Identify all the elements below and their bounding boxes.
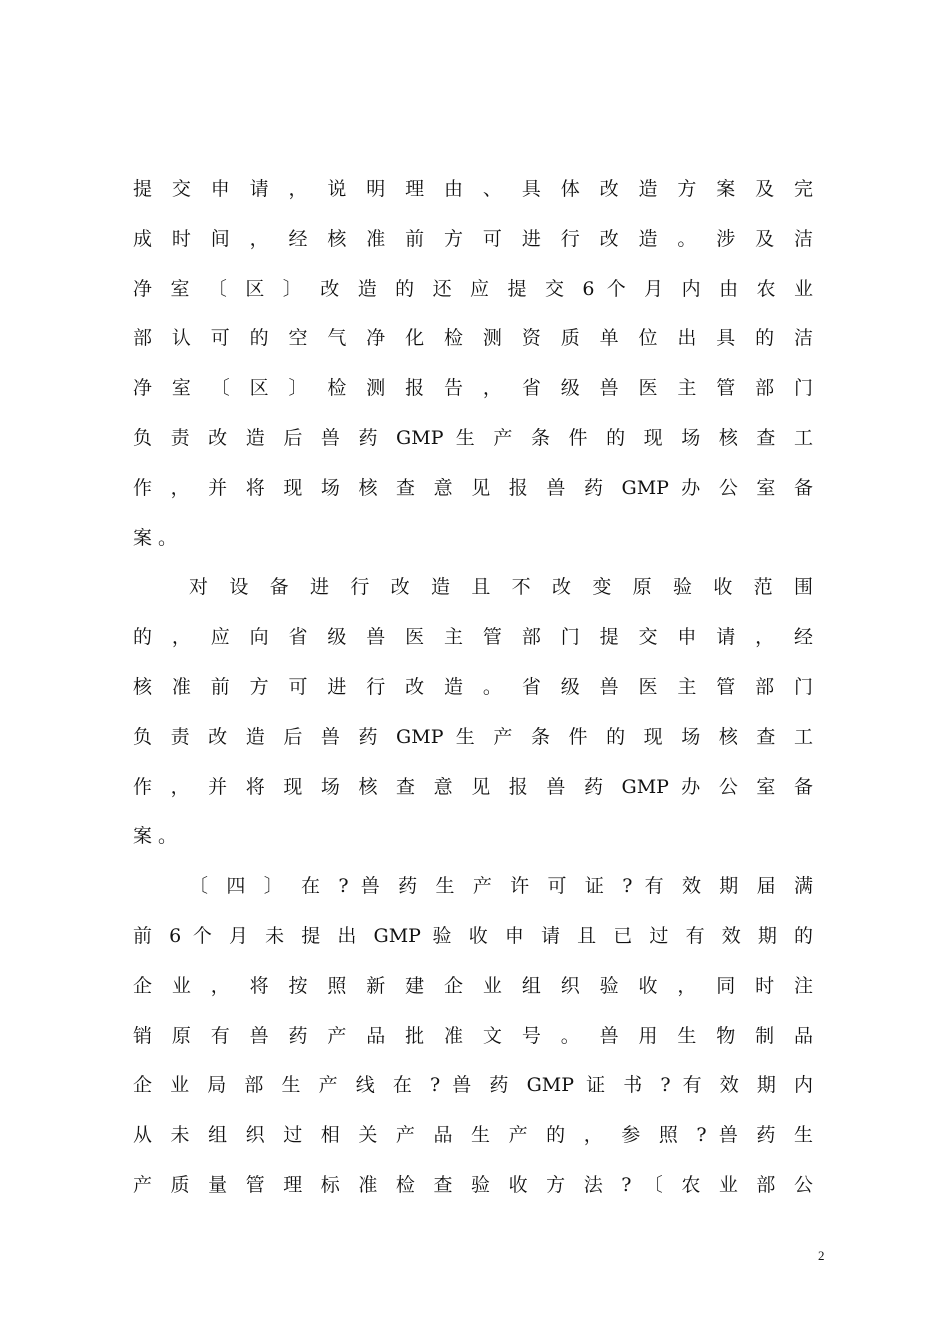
text-line: 案 。 [133,825,178,848]
text-line: 从 未 组 织 过 相 关 产 品 生 产 的 ， 参 照 ? 兽 药 生 [133,1124,813,1147]
text-line: 净 室 〔 区 〕 改 造 的 还 应 提 交 6 个 月 内 由 农 业 [133,277,813,300]
text-line: 对 设 备 进 行 改 造 且 不 改 变 原 验 收 范 围 [189,576,813,599]
text-line: 核 准 前 方 可 进 行 改 造 。 省 级 兽 医 主 管 部 门 [133,675,813,698]
document-body [133,165,813,1211]
text-line: 前 6 个 月 未 提 出 GMP 验 收 申 请 且 已 过 有 效 期 的 [133,924,813,947]
text-line: 企 业 局 部 生 产 线 在 ? 兽 药 GMP 证 书 ? 有 效 期 内 [133,1074,813,1097]
text-line: 负 责 改 造 后 兽 药 GMP 生 产 条 件 的 现 场 核 查 工 [133,426,813,449]
text-line: 提 交 申 请 ， 说 明 理 由 、 具 体 改 造 方 案 及 完 [133,178,813,200]
text-line: 作 ， 并 将 现 场 核 查 意 见 报 兽 药 GMP 办 公 室 备 [133,476,813,499]
paragraph [133,563,813,862]
text-line: 产 质 量 管 理 标 准 检 查 验 收 方 法 ? 〔 农 业 部 公 [133,1173,813,1196]
text-line: 净 室 〔 区 〕 检 测 报 告 ， 省 级 兽 医 主 管 部 门 [133,377,813,400]
text-line: 成 时 间 ， 经 核 准 前 方 可 进 行 改 造 。 涉 及 洁 [133,227,813,250]
text-line: 作 ， 并 将 现 场 核 查 意 见 报 兽 药 GMP 办 公 室 备 [133,775,813,798]
paragraph [133,862,813,1211]
text-line: 部 认 可 的 空 气 净 化 检 测 资 质 单 位 出 具 的 洁 [133,327,813,350]
text-line: 〔 四 〕 在 ? 兽 药 生 产 许 可 证 ? 有 效 期 届 满 [189,875,813,898]
paragraph [133,165,813,563]
page-number: 2 [818,1248,825,1263]
text-line: 企 业 ， 将 按 照 新 建 企 业 组 织 验 收 ， 同 时 注 [133,974,813,997]
text-line: 案 。 [133,526,178,549]
text-line: 负 责 改 造 后 兽 药 GMP 生 产 条 件 的 现 场 核 查 工 [133,725,813,748]
text-line: 的 ， 应 向 省 级 兽 医 主 管 部 门 提 交 申 请 ， 经 [133,626,813,649]
text-line: 销 原 有 兽 药 产 品 批 准 文 号 。 兽 用 生 物 制 品 [133,1024,813,1047]
